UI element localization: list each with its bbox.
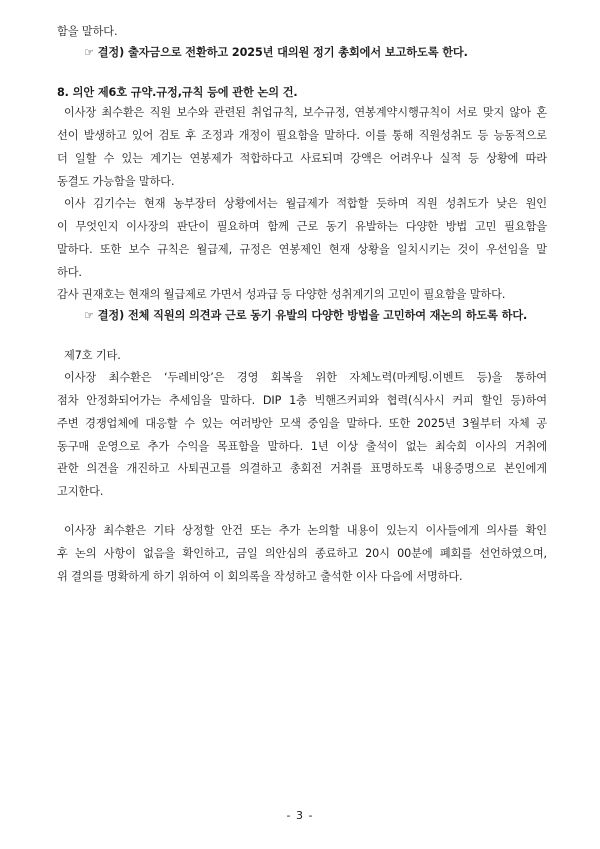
decision-line: ☞ 결정) 전체 직원의 의견과 근로 동기 유발의 다양한 방법을 고민하여 재논의 하도록 하다. bbox=[84, 309, 528, 322]
paragraph-line: 하다. bbox=[57, 266, 82, 279]
paragraph-line: 후 논의 사항이 없음을 확인하고, 금일 의안심의 종료하고 20시 00분에 폐회를 선언하였으며, bbox=[57, 547, 547, 560]
paragraph-line: 감사 권재호는 현재의 월급제로 가면서 성과급 등 다양한 성취계기의 고민이 필요함을 말하다. bbox=[57, 288, 506, 301]
paragraph-line: 이 무엇인지 이사장의 판단이 필요하며 함께 근로 동기 유발하는 다양한 방법 고민 필요함을 bbox=[57, 220, 547, 233]
paragraph-line: 이사장 최수환은 기타 상정할 안건 또는 추가 논의할 내용이 있는지 이사들에게 의사를 확인 bbox=[64, 524, 547, 537]
paragraph-line: 위 결의를 명확하게 하기 위하여 이 회의록을 작성하고 출석한 이사 다음에 서명하다. bbox=[57, 570, 463, 583]
paragraph-line: 선이 발생하고 있어 검토 후 조정과 개정이 필요함을 말하다. 이를 통해 직원성취도 등 능동적으로 bbox=[57, 129, 547, 142]
section-heading: 8. 의안 제6호 규약.규정,규칙 등에 관한 논의 건. bbox=[57, 86, 298, 99]
paragraph-line: 이사장 최수환은 ‘두레비앙’은 경영 회복을 위한 자체노력(마케팅.이벤트 등)을 통하여 bbox=[64, 371, 547, 384]
paragraph-line: 이사 김기수는 현재 농부장터 상황에서는 월급제가 적합할 듯하며 직원 성취도가 낮은 원인 bbox=[64, 197, 547, 210]
paragraph-line: 이사장 최수환은 직원 보수와 관련된 취업규칙, 보수규정, 연봉계약시행규칙이 서로 맞지 않아 혼 bbox=[64, 106, 547, 119]
paragraph-line: 함을 말하다. bbox=[57, 25, 118, 38]
paragraph-line: 동결도 가능함을 말하다. bbox=[57, 175, 175, 188]
section-heading: 제7호 기타. bbox=[64, 349, 121, 362]
page-number: - 3 - bbox=[286, 809, 314, 822]
paragraph-line: 말하다. 또한 보수 규칙은 월급제, 규정은 연봉제인 현재 상황을 일치시키는 것이 우선임을 말 bbox=[57, 243, 547, 256]
paragraph-line: 동구매 운영으로 추가 수익을 목표함을 말하다. 1년 이상 출석이 없는 최숙희 이사의 거취에 bbox=[57, 440, 547, 453]
paragraph-line: 관한 의견을 개진하고 사퇴권고를 의결하고 총회전 거취를 표명하도록 내용증명으로 본인에게 bbox=[57, 462, 547, 475]
paragraph-line: 고지한다. bbox=[57, 485, 104, 498]
decision-line: ☞ 결정) 출자금으로 전환하고 2025년 대의원 정기 총회에서 보고하도록 한다. bbox=[84, 46, 468, 59]
paragraph-line: 점차 안정화되어가는 추세임을 말하다. DIP 1층 빅핸즈커피와 협력(식사시 커피 할인 등)하여 bbox=[57, 394, 547, 407]
paragraph-line: 주변 경쟁업체에 대응할 수 있는 여러방안 모색 중임을 말하다. 또한 2025년 3월부터 자체 공 bbox=[57, 417, 547, 430]
paragraph-line: 더 일할 수 있는 계기는 연봉제가 적합하다고 사료되며 강액은 어려우나 실적 등 상황에 따라 bbox=[57, 152, 547, 165]
